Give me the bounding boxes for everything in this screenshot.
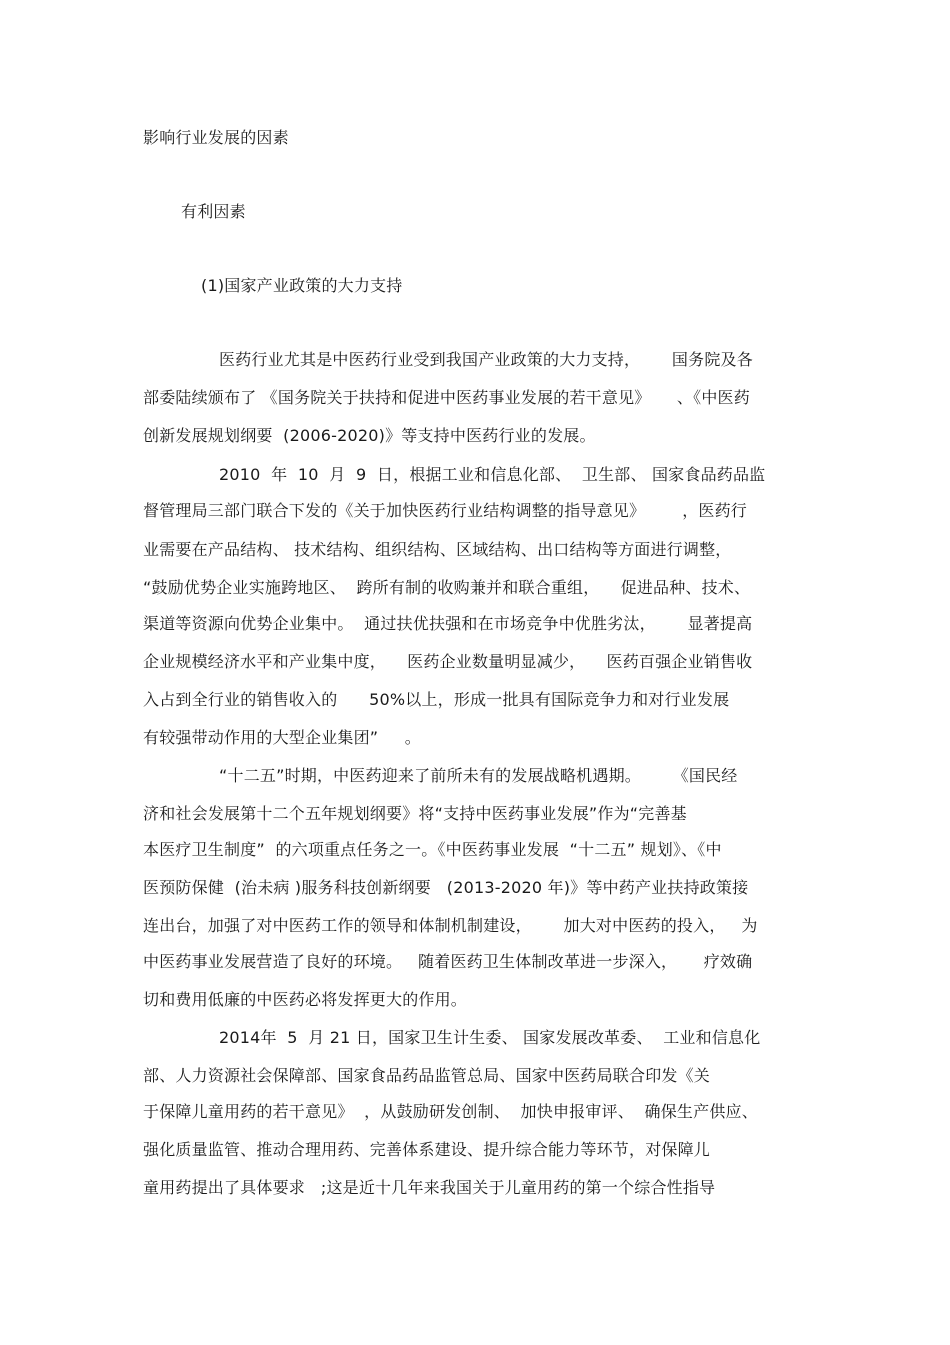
paragraph-line: 强化质量监管、推动合理用药、完善体系建设、提升综合能力等环节，对保障儿 xyxy=(143,1140,711,1159)
paragraph-line: “十二五”时期，中医药迎来了前所未有的发展战略机遇期。 《国民经 xyxy=(219,766,738,785)
paragraph-line: 切和费用低廉的中医药必将发挥更大的作用。 xyxy=(143,990,468,1009)
paragraph-line: 童用药提出了具体要求 ;这是近十几年来我国关于儿童用药的第一个综合性指导 xyxy=(143,1178,716,1197)
paragraph-line: 入占到全行业的销售收入的 50%以上，形成一批具有国际竞争力和对行业发展 xyxy=(143,690,730,709)
paragraph-line: 创新发展规划纲要 (2006-2020)》等支持中医药行业的发展。 xyxy=(143,426,596,445)
paragraph-line: 济和社会发展第十二个五年规划纲要》将“支持中医药事业发展”作为“完善基 xyxy=(143,804,687,823)
paragraph-line: 有较强带动作用的大型企业集团” 。 xyxy=(143,728,421,747)
paragraph-line: 渠道等资源向优势企业集中。 通过扶优扶强和在市场竞争中优胜劣汰， 显著提高 xyxy=(143,614,753,633)
paragraph-line: 部、人力资源社会保障部、国家食品药品监管总局、国家中医药局联合印发《关 xyxy=(143,1066,711,1085)
paragraph-line: 于保障儿童用药的若干意见》 ，从鼓励研发创制、 加快申报审评、 确保生产供应、 xyxy=(143,1102,758,1121)
paragraph-line: 企业规模经济水平和产业集中度， 医药企业数量明显减少， 医药百强企业销售收 xyxy=(143,652,753,671)
section-title: (1)国家产业政策的大力支持 xyxy=(201,276,403,295)
paragraph-line: 本医疗卫生制度” 的六项重点任务之一。《中医药事业发展 “十二五” 规划》、《中 xyxy=(143,840,722,859)
paragraph-line: 医药行业尤其是中医药行业受到我国产业政策的大力支持， 国务院及各 xyxy=(219,350,753,369)
paragraph-line: 连出台，加强了对中医药工作的领导和体制机制建设， 加大对中医药的投入， 为 xyxy=(143,916,758,935)
page-heading: 影响行业发展的因素 xyxy=(143,128,289,147)
paragraph-line: 2010 年 10 月 9 日，根据工业和信息化部、 卫生部、 国家食品药品监 xyxy=(219,465,766,484)
paragraph-line: 业需要在产品结构、 技术结构、组织结构、区域结构、出口结构等方面进行调整， xyxy=(143,540,732,559)
paragraph-line: 督管理局三部门联合下发的《关于加快医药行业结构调整的指导意见》 ，医药行 xyxy=(143,501,748,520)
paragraph-line: 2014年 5 月 21 日，国家卫生计生委、 国家发展改革委、 工业和信息化 xyxy=(219,1028,761,1047)
paragraph-line: 部委陆续颁布了 《国务院关于扶持和促进中医药事业发展的若干意见》 、《中医药 xyxy=(143,388,750,407)
paragraph-line: “鼓励优势企业实施跨地区、 跨所有制的收购兼并和联合重组， 促进品种、技术、 xyxy=(143,578,751,597)
paragraph-line: 中医药事业发展营造了良好的环境。 随着医药卫生体制改革进一步深入， 疗效确 xyxy=(143,952,753,971)
subheading: 有利因素 xyxy=(181,202,246,221)
paragraph-line: 医预防保健 (治未病 )服务科技创新纲要 (2013-2020 年)》等中药产业扶持政策接 xyxy=(143,878,749,897)
